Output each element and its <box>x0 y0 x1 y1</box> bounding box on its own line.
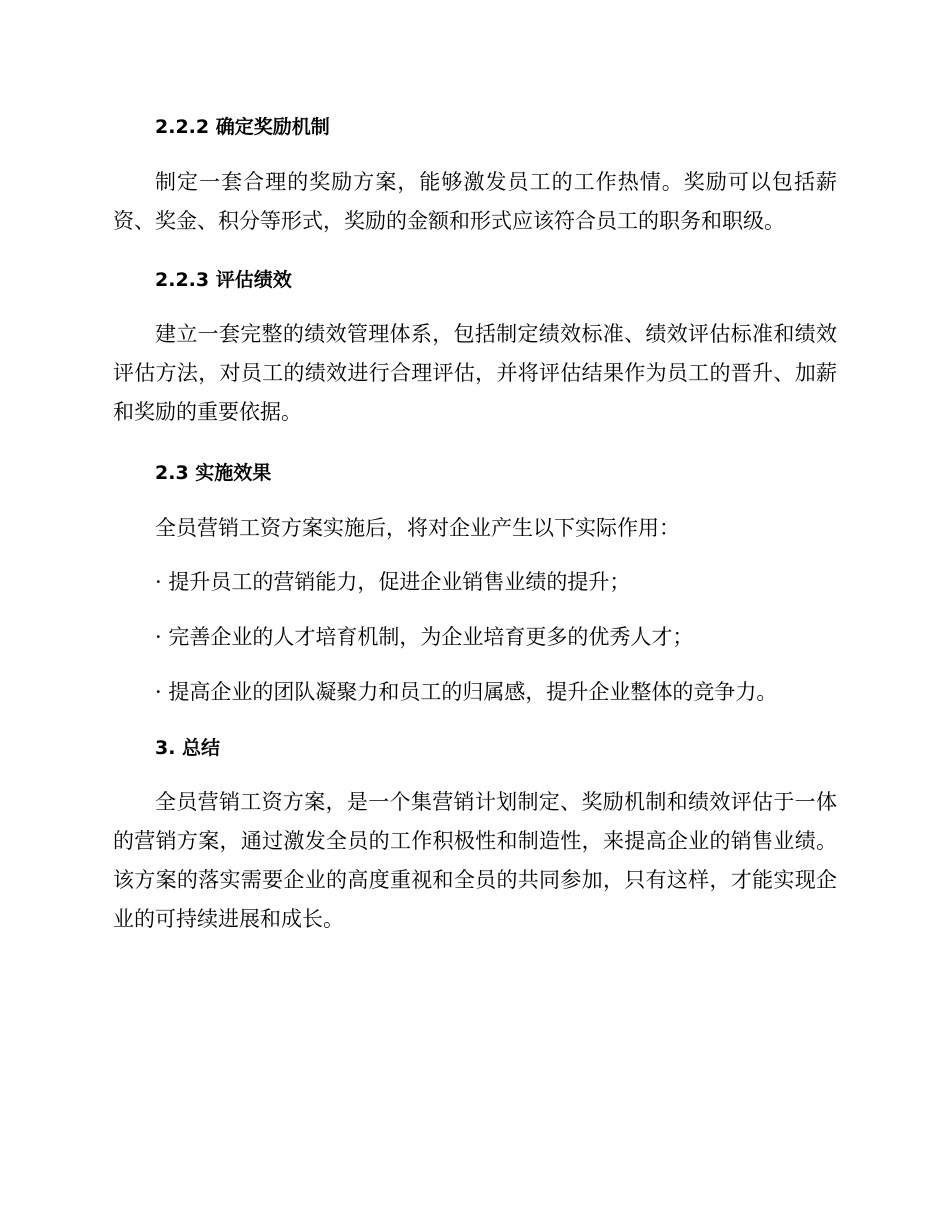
bullet-item-1: · 提升员工的营销能力，促进企业销售业绩的提升； <box>155 570 631 594</box>
bullet-item-2: · 完善企业的人才培育机制，为企业培育更多的优秀人才； <box>155 625 694 649</box>
section-intro-2-3: 全员营销工资方案实施后，将对企业产生以下实际作用： <box>155 516 680 540</box>
section-heading-2-2-3: 2.2.3 评估绩效 <box>155 269 292 291</box>
section-body-2-2-3: 建立一套完整的绩效管理体系，包括制定绩效标准、绩效评估标准和绩效评估方法，对员工的绩效进行合理评估，并将评估结果作为员工的晋升、加薪和奖励的重要依据。 <box>113 322 837 424</box>
section-body-3: 全员营销工资方案，是一个集营销计划制定、奖励机制和绩效评估于一体的营销方案，通过激发全员的工作积极性和制造性，来提高企业的销售业绩。该方案的落实需要企业的高度重视和全员的共同参加，只有这样，才能实现企业的可持续进展和成长。 <box>113 790 837 931</box>
section-heading-2-3: 2.3 实施效果 <box>155 462 272 484</box>
section-heading-2-2-2: 2.2.2 确定奖励机制 <box>155 116 330 138</box>
section-heading-3: 3. 总结 <box>155 737 221 759</box>
section-body-2-2-2: 制定一套合理的奖励方案，能够激发员工的工作热情。奖励可以包括薪资、奖金、积分等形式，奖励的金额和形式应该符合员工的职务和职级。 <box>113 170 837 233</box>
bullet-item-3: · 提高企业的团队凝聚力和员工的归属感，提升企业整体的竞争力。 <box>155 680 778 704</box>
